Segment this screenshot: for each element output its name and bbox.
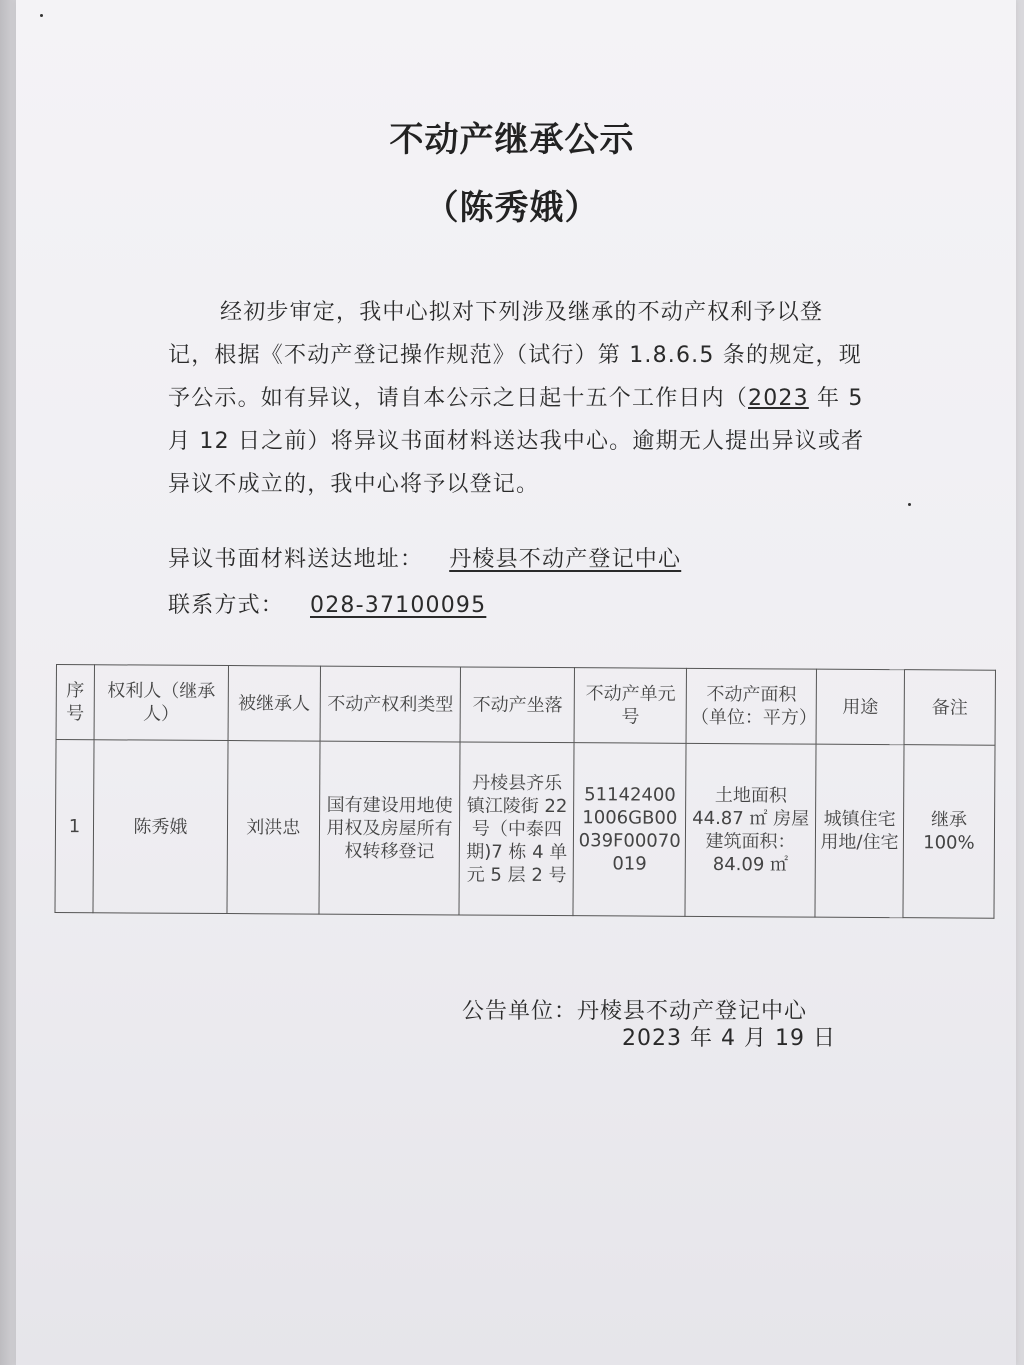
col-header-unit-number: 不动产单元号 [574,668,686,744]
cell-unit-number: 511424001006GB00039F00070019 [573,743,686,917]
inheritance-table [54,664,996,919]
cell-deceased: 刘洪忠 [227,741,320,915]
cell-right-type: 国有建设用地使用权及房屋所有权转移登记 [319,741,461,915]
col-header-deceased: 被继承人 [228,666,320,742]
cell-location: 丹棱县齐乐镇江陵街 22 号（中泰四期)7 栋 4 单元 5 层 2 号 [459,742,574,916]
notice-title: 不动产继承公示 [389,120,635,160]
cell-area: 土地面积 44.87 ㎡ 房屋建筑面积：84.09 ㎡ [685,743,816,917]
table-header-row [56,665,995,746]
col-header-area: 不动产面积（单位：平方） [686,668,816,744]
contact-line [168,588,486,619]
address-value: 丹棱县不动产登记中心 [449,547,682,572]
intro-text [168,291,868,506]
col-header-right-type: 不动产权利类型 [320,666,461,742]
table-row [55,740,995,919]
col-header-index: 序号 [56,665,94,740]
contact-value: 028-37100095 [310,593,487,618]
issuer-line: 公告单位：丹棱县不动产登记中心 [462,999,808,1024]
col-header-usage: 用途 [816,669,904,745]
contact-label: 联系方式： [168,593,285,618]
col-header-location: 不动产坐落 [461,667,575,743]
intro-year: 2023 [748,386,809,411]
col-header-remarks: 备注 [904,670,995,746]
paper-speck [908,503,911,506]
address-label: 异议书面材料送达地址： [168,547,424,572]
intro-paragraph [168,291,868,506]
cell-heir: 陈秀娥 [93,740,228,914]
intro-part-2: 年 5 月 12 日之前）将异议书面材料送达我中心。逾期无人提出异议或者异议不成立的，我中心将予以登记。 [168,386,865,497]
col-header-heir: 权利人（继承人） [94,665,228,741]
intro-part-1: 经初步审定，我中心拟对下列涉及继承的不动产权利予以登记，根据《不动产登记操作规范》（试行）第 1.8.6.5 条的规定，现予公示。如有异议，请自本公示之日起十五个工作日内（ [168,300,862,411]
address-line [168,542,681,573]
cell-remarks: 继承 100% [903,745,995,919]
cell-index: 1 [55,740,94,913]
notice-subtitle: （陈秀娥） [424,188,600,228]
issue-date: 2023 年 4 月 19 日 [622,1026,836,1051]
cell-usage: 城镇住宅用地/住宅 [815,744,904,918]
paper-speck [40,14,43,17]
